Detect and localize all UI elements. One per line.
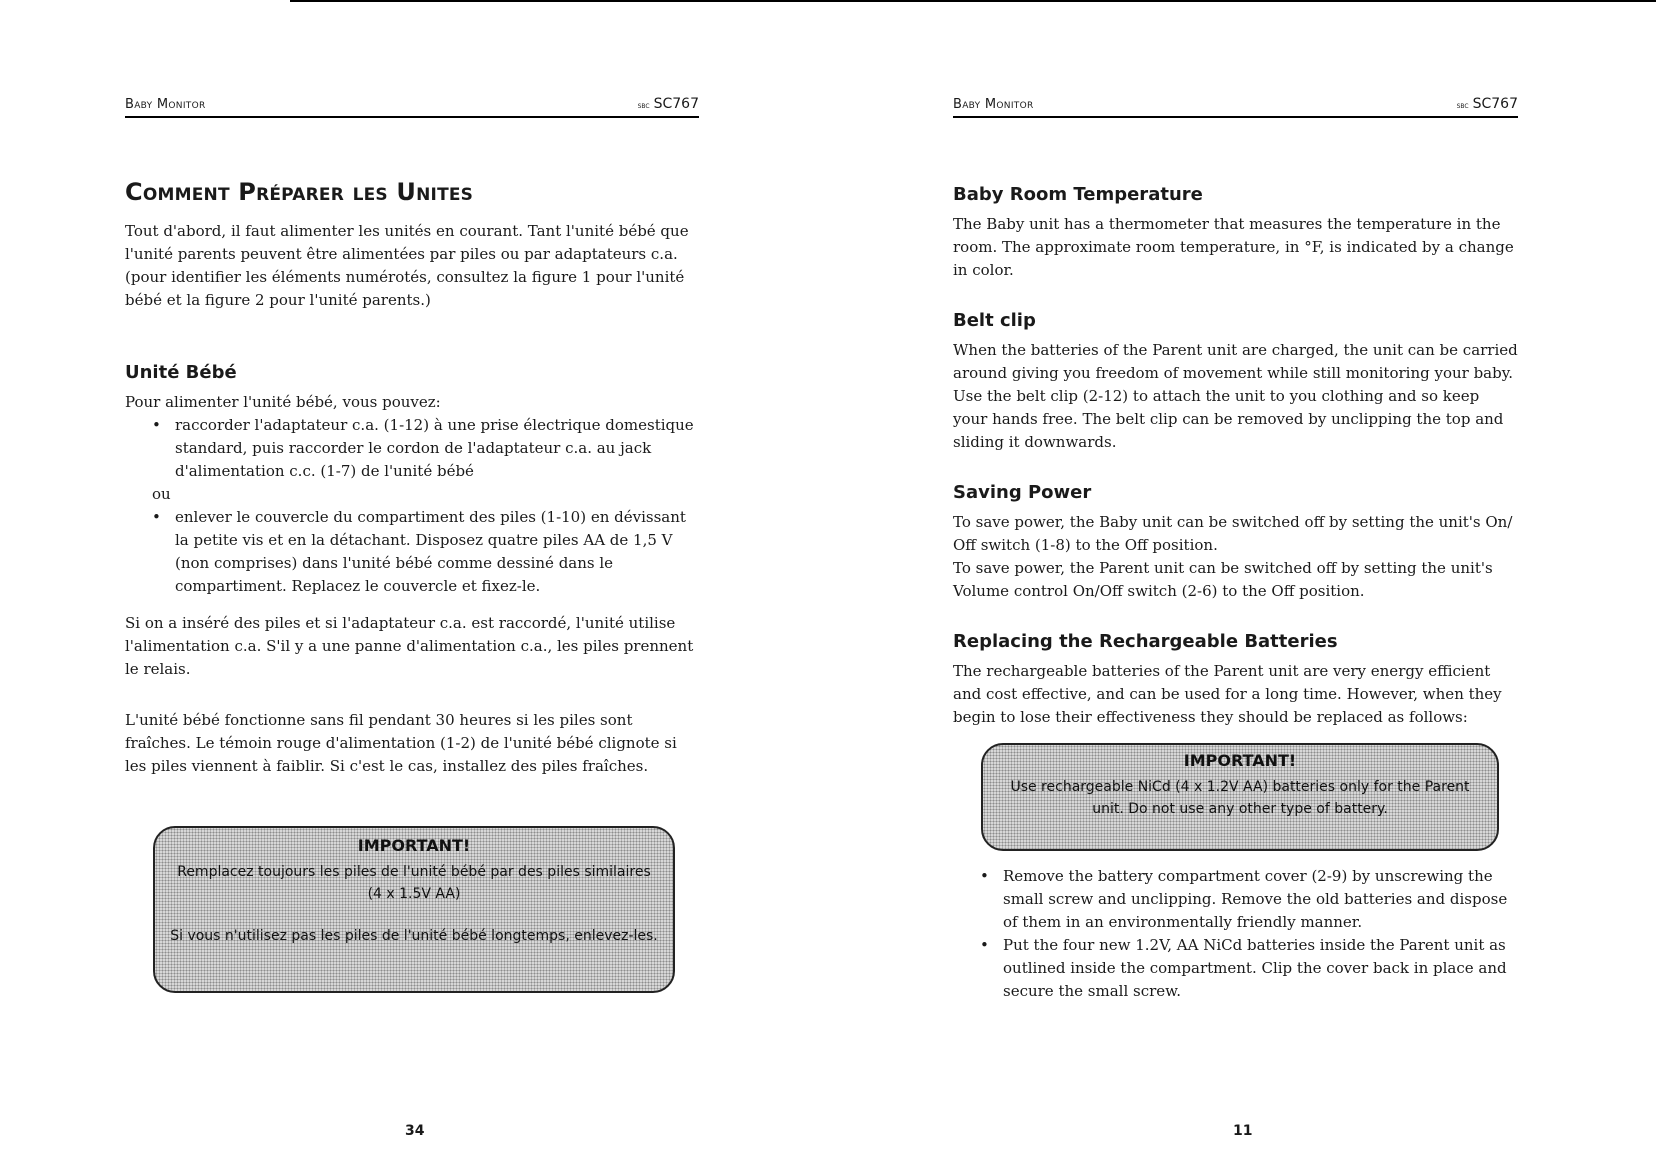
section-heading: Unité Bébé <box>125 362 237 383</box>
important-line: Si vous n'utilisez pas les piles de l'unité bébé longtemps, enlevez-les. <box>170 928 658 944</box>
list-item: • Remove the battery compartment cover (2-9) by unscrewing the small screw and unclipping. Remove the old batteries and dispose of them in an environmentally friendly manner. <box>980 865 1518 934</box>
list-item: • enlever le couvercle du compartiment des piles (1-10) en dévissant la petite vis et en la détachant. Disposez quatre piles AA de 1,5 V (non comprises) dans l'unité bébé comme dessiné dans le compartiment. Replacez le couvercle et fixez-le. <box>152 506 699 598</box>
section-heading-saving-power: Saving Power <box>953 482 1092 503</box>
header-model <box>638 96 699 112</box>
header-model-number: SC767 <box>653 96 699 112</box>
paragraph: L'unité bébé fonctionne sans fil pendant 30 heures si les piles sont fraîches. Le témoin rouge d'alimentation (1-2) de l'unité bébé clignote si les piles viennent à faiblir. Si c'est le cas, installez des piles fraîches. <box>125 711 677 775</box>
header-brand: Baby Monitor <box>125 97 206 112</box>
section-heading-temperature: Baby Room Temperature <box>953 184 1203 205</box>
important-line: Use rechargeable NiCd (4 x 1.2V AA) batteries only for the Parent <box>1010 779 1470 795</box>
page-header <box>953 92 1518 118</box>
temperature-text: The Baby unit has a thermometer that measures the temperature in the room. The approximate room temperature, in °F, is indicated by a change in color. <box>953 215 1514 279</box>
important-title: IMPORTANT! <box>1183 751 1297 770</box>
important-notice <box>153 826 675 993</box>
list-item: • raccorder l'adaptateur c.a. (1-12) à une prise électrique domestique standard, puis raccorder le cordon de l'adaptateur c.a. au jack d'alimentation c.c. (1-7) de l'unité bébé <box>152 414 699 483</box>
section-heading-belt-clip: Belt clip <box>953 310 1036 331</box>
header-model-prefix: sbc <box>1456 101 1469 111</box>
left-page <box>125 0 699 1174</box>
right-page <box>953 0 1518 1174</box>
page-number: 34 <box>405 1123 425 1139</box>
saving-power-line: To save power, the Baby unit can be switched off by setting the unit's On/ Off switch (1-8) to the Off position. <box>953 513 1513 554</box>
important-line: (4 x 1.5V AA) <box>367 886 461 902</box>
important-line: Remplacez toujours les piles de l'unité bébé par des piles similaires <box>177 864 651 880</box>
instruction-list <box>125 414 699 483</box>
important-line: unit. Do not use any other type of battery. <box>1092 801 1388 817</box>
page-header <box>125 92 699 118</box>
paragraph: Si on a inséré des piles et si l'adaptateur c.a. est raccordé, l'unité utilise l'alimentation c.a. S'il y a une panne d'alimentation c.a., les piles prennent le relais. <box>125 614 694 678</box>
belt-clip-text: When the batteries of the Parent unit are charged, the unit can be carried around giving you freedom of movement while still monitoring your baby. Use the belt clip (2-12) to attach the unit to you clothing and so keep your hands free. The belt clip can be removed by unclipping the top and sliding it downwards. <box>953 341 1518 451</box>
instruction-list <box>125 506 699 598</box>
header-model <box>1457 96 1518 112</box>
or-text: ou <box>152 485 171 503</box>
page-content <box>125 178 699 993</box>
important-notice <box>981 743 1499 851</box>
instruction-list <box>953 865 1518 1003</box>
header-model-number: SC767 <box>1472 96 1518 112</box>
intro-paragraph: Tout d'abord, il faut alimenter les unités en courant. Tant l'unité bébé que l'unité parents peuvent être alimentées par piles ou par adaptateurs c.a. (pour identifier les éléments numérotés, consultez la figure 1 pour l'unité bébé et la figure 2 pour l'unité parents.) <box>125 222 689 309</box>
replacing-text: The rechargeable batteries of the Parent unit are very energy efficient and cost effective, and can be used for a long time. However, when they begin to lose their effectiveness they should be replaced as follows: <box>953 662 1502 726</box>
list-item: • Put the four new 1.2V, AA NiCd batteries inside the Parent unit as outlined inside the compartment. Clip the cover back in place and secure the small screw. <box>980 934 1518 1003</box>
header-model-prefix: sbc <box>637 101 650 111</box>
important-title: IMPORTANT! <box>357 836 471 855</box>
lead-text: Pour alimenter l'unité bébé, vous pouvez: <box>125 393 441 411</box>
page-title: Comment Préparer les Unites <box>125 178 474 206</box>
header-brand: Baby Monitor <box>953 97 1034 112</box>
page-content <box>953 184 1518 1003</box>
saving-power-line: To save power, the Parent unit can be switched off by setting the unit's Volume control On/Off switch (2-6) to the Off position. <box>953 559 1493 600</box>
page-number: 11 <box>1233 1123 1253 1139</box>
section-heading-replacing: Replacing the Rechargeable Batteries <box>953 631 1338 652</box>
